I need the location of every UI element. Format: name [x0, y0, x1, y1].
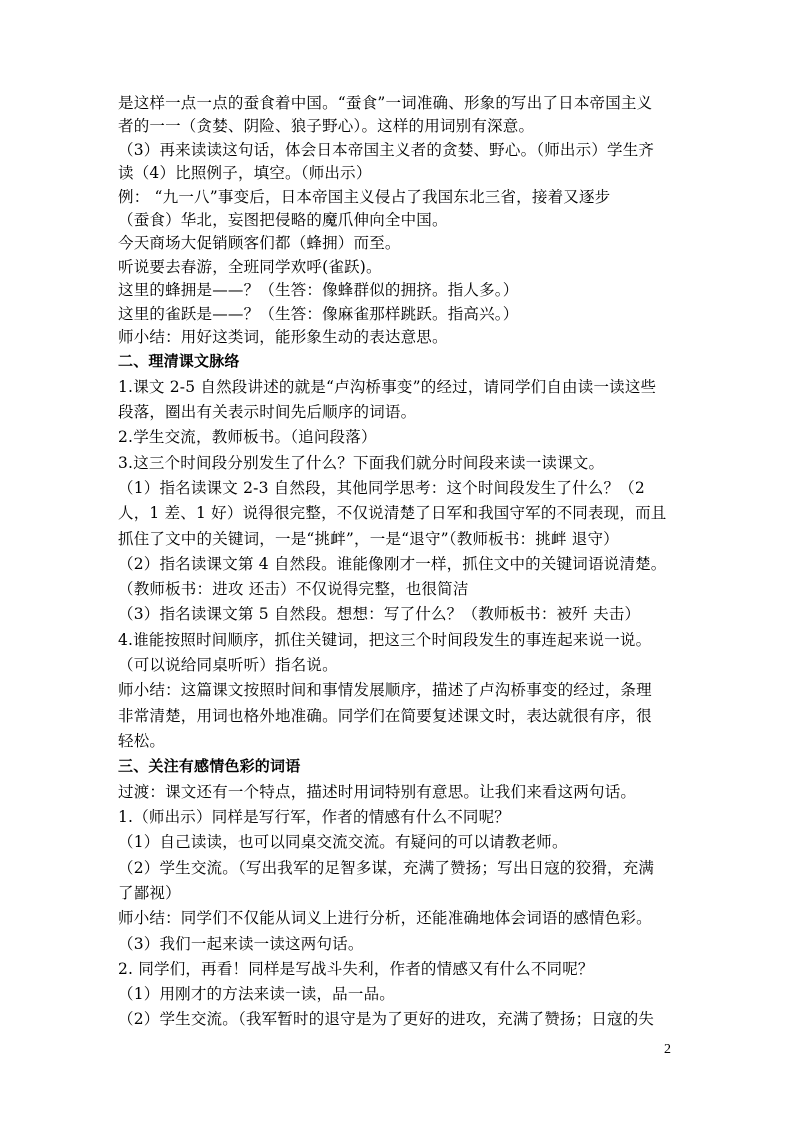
text-line: 听说要去春游，全班同学欢呼(雀跃)。 [118, 257, 382, 276]
text-line: （1）用刚才的方法来读一读，品一品。 [118, 985, 395, 1004]
text-line: 了鄙视） [118, 883, 181, 902]
text-line: （3）我们一起来读一读这两句话。 [118, 934, 364, 953]
text-line: （2）指名读课文第 4 自然段。谁能像刚才一样，抓住文中的关键词语说清楚。 [118, 554, 667, 573]
document-body [118, 92, 678, 1033]
text-line: 抓住了文中的关键词，一是“挑衅”，一是“退守”（教师板书：挑衅 退守） [118, 529, 619, 548]
text-line: 今天商场大促销顾客们都（蜂拥）而至。 [118, 234, 401, 253]
text-line: 师小结：这篇课文按照时间和事情发展顺序，描述了卢沟桥事变的经过，条理 [118, 681, 652, 700]
text-line: 2. 同学们，再看！同样是写战斗失利，作者的情感又有什么不同呢？ [118, 959, 594, 978]
text-line: 1.（师出示）同样是写行军，作者的情感有什么不同呢？ [118, 808, 510, 827]
text-line: 4.谁能按照时间顺序，抓住关键词，把这三个时间段发生的事连起来说一说。 [118, 630, 652, 649]
text-line: 例： “九一八”事变后，日本帝国主义侵占了我国东北三省，接着又逐步 [118, 187, 611, 206]
text-line: 师小结：同学们不仅能从词义上进行分析，还能准确地体会词语的感情色彩。 [118, 909, 652, 928]
text-line: （可以说给同桌听听）指名说。 [118, 656, 338, 675]
text-line: 段落，圈出有关表示时间先后顺序的词语。 [118, 403, 417, 422]
text-line: 非常清楚，用词也格外地准确。同学们在简要复述课文时，表达就很有序，很 [118, 706, 652, 725]
text-line: 3.这三个时间段分别发生了什么？下面我们就分时间段来读一读课文。 [118, 453, 605, 472]
text-line: 是这样一点一点的蚕食着中国。“蚕食”一词准确、形象的写出了日本帝国主义 [118, 94, 653, 112]
text-line: 1.课文 2-5 自然段讲述的就是“卢沟桥事变”的经过，请同学们自由读一读这些 [118, 377, 657, 396]
text-line: （1）指名读课文 2-3 自然段，其他同学思考：这个时间段发生了什么？（2 [118, 478, 645, 497]
text-line: （1）自己读读，也可以同桌交流交流。有疑问的可以请教老师。 [118, 833, 568, 852]
page-number: 2 [664, 1042, 671, 1057]
text-line: 过渡：课文还有一个特点，描述时用词特别有意思。让我们来看这两句话。 [118, 782, 637, 801]
text-line: 这里的蜂拥是——？（生答：像蜂群似的拥挤。指人多。） [118, 281, 519, 300]
text-line: 读（4）比照例子，填空。（师出示） [118, 164, 372, 183]
text-line: （3）再来读读这句话，体会日本帝国主义者的贪婪、野心。（师出示）学生齐 [118, 140, 655, 159]
text-line: 这里的雀跃是——？（生答：像麻雀那样跳跃。指高兴。） [118, 304, 519, 323]
text-line: 轻松。 [118, 731, 166, 750]
text-line: （教师板书：进攻 还击）不仅说得完整，也很简洁 [118, 580, 469, 599]
text-line: （2）学生交流。（我军暂时的退守是为了更好的进攻，充满了赞扬；日寇的失 [118, 1010, 655, 1029]
text-line: （3）指名读课文第 5 自然段。想想：写了什么？（教师板书：被歼 夫击） [118, 605, 641, 624]
text-line: 者的一一（贪婪、阴险、狼子野心）。这样的用词别有深意。 [118, 117, 535, 136]
text-line: （2）学生交流。（写出我军的足智多谋，充满了赞扬；写出日寇的狡猾，充满 [118, 858, 655, 877]
section-heading: 二、理清课文脉络 [118, 352, 240, 371]
text-line: （蚕食）华北，妄图把侵略的魔爪伸向全中国。 [118, 210, 448, 229]
text-line: 2.学生交流，教师板书。（追问段落） [118, 428, 377, 447]
text-line: 人，1 差、1 好）说得很完整，不仅说清楚了日军和我国守军的不同表现，而且 [118, 504, 667, 523]
section-heading: 三、关注有感情色彩的词语 [118, 757, 301, 776]
text-line: 师小结：用好这类词，能形象生动的表达意思。 [118, 327, 448, 346]
